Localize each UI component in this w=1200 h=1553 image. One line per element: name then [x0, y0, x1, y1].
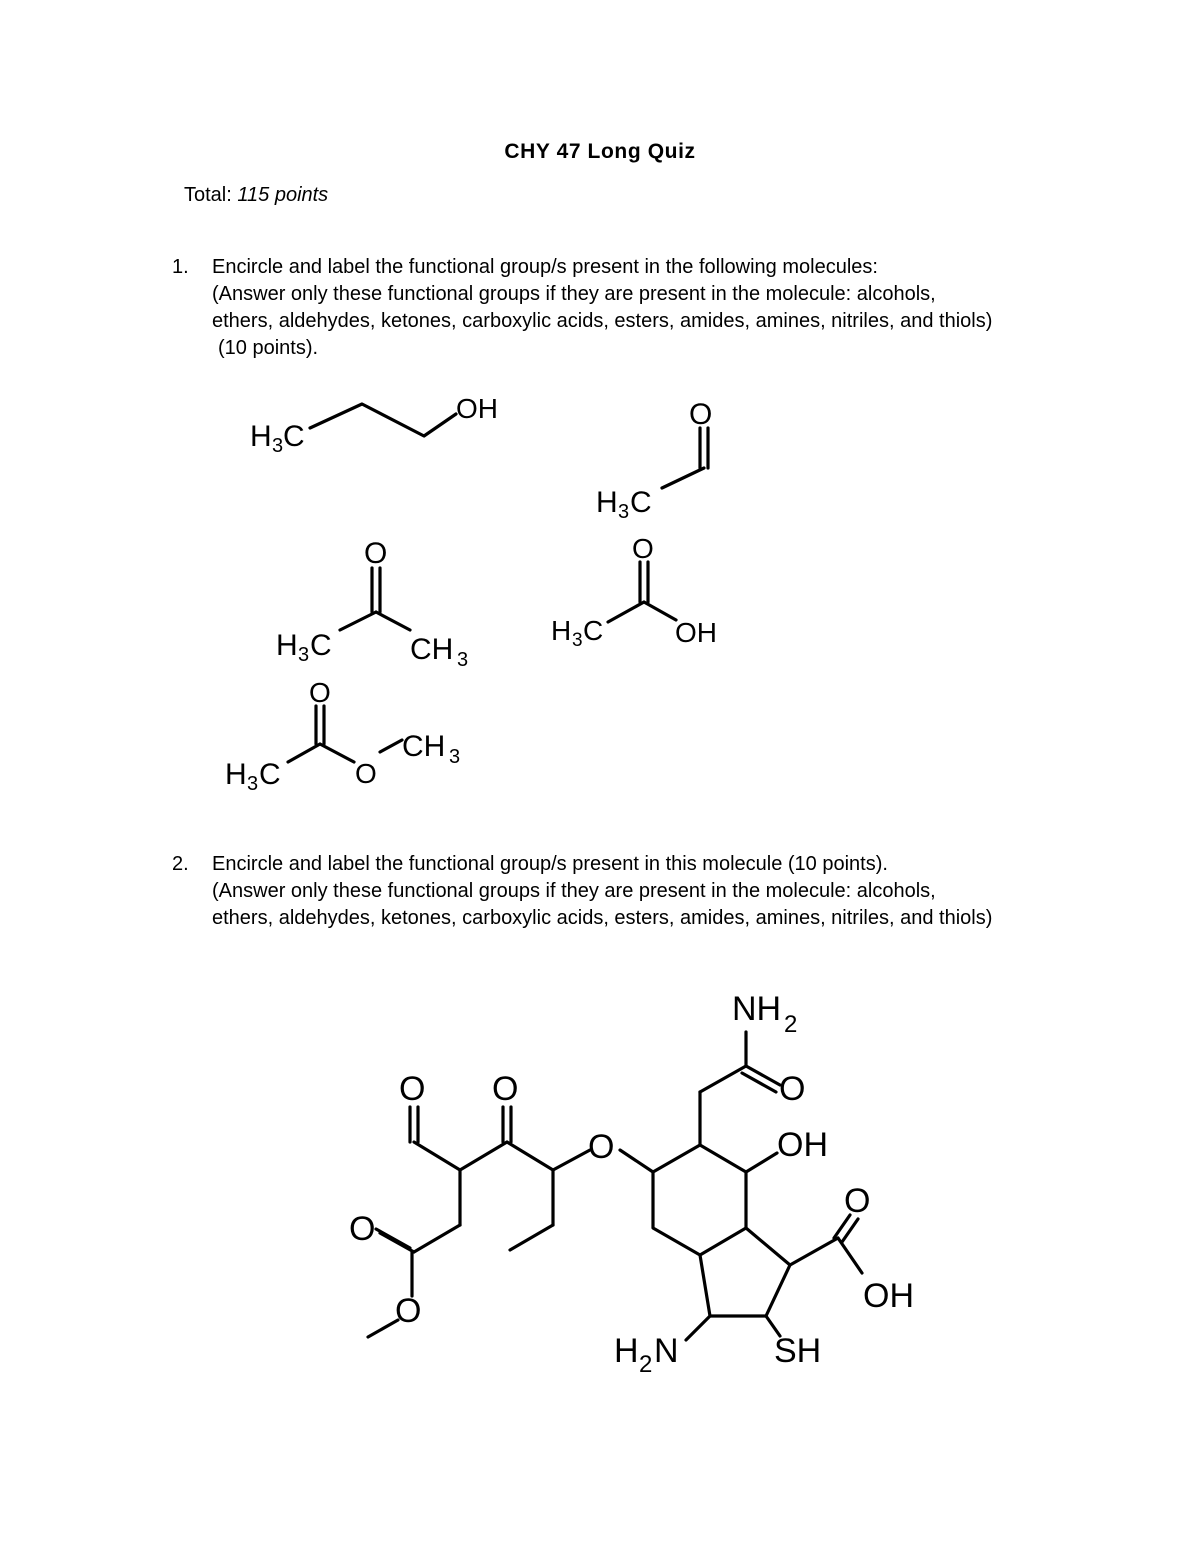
subscript-3: 3	[298, 644, 310, 666]
subscript-3: 3	[572, 630, 583, 651]
atom-label-o: O	[395, 1292, 422, 1330]
subscript-2: 2	[639, 1351, 653, 1378]
atom-label-o: O	[779, 1070, 806, 1108]
total-value: 115 points	[237, 184, 329, 206]
atom-label-h: H	[250, 420, 272, 453]
atom-label-c: C	[583, 615, 604, 646]
question-line: ethers, aldehydes, ketones, carboxylic acids, esters, amides, amines, nitriles, and thiols)	[212, 310, 993, 332]
atom-label-oh: OH	[777, 1126, 828, 1164]
atom-label-o: O	[355, 758, 377, 789]
atom-label-n: N	[654, 1332, 679, 1370]
atom-label-o: O	[349, 1210, 376, 1248]
atom-label-o: O	[844, 1182, 871, 1220]
question-number: 2.	[172, 853, 189, 875]
page-title: CHY 47 Long Quiz	[504, 140, 696, 163]
atom-label-c: C	[259, 758, 281, 791]
subscript-2: 2	[784, 1011, 798, 1038]
atom-label-oh: OH	[675, 617, 717, 648]
atom-label-o: O	[492, 1070, 519, 1108]
subscript-3: 3	[457, 649, 469, 671]
atom-label-h: H	[551, 615, 572, 646]
atom-label-sh: SH	[774, 1332, 822, 1370]
atom-label-ch: CH	[402, 730, 446, 763]
question-line: (Answer only these functional groups if they are present in the molecule: alcohols,	[212, 283, 936, 305]
atom-label-o: O	[588, 1128, 615, 1166]
atom-label-o: O	[689, 398, 713, 431]
atom-label-nh: NH	[732, 990, 782, 1028]
atom-label-o: O	[399, 1070, 426, 1108]
molecule-complex	[349, 990, 914, 1378]
atom-label-ch: CH	[410, 633, 454, 666]
question-line: (10 points).	[218, 337, 319, 359]
atom-label-h: H	[614, 1332, 639, 1370]
atom-label-h: H	[225, 758, 247, 791]
subscript-3: 3	[618, 501, 630, 523]
total-label: Total:	[184, 184, 232, 206]
atom-label-c: C	[310, 629, 332, 662]
atom-label-oh: OH	[863, 1277, 914, 1315]
atom-label-o: O	[632, 533, 654, 564]
question-line: (Answer only these functional groups if they are present in the molecule: alcohols,	[212, 880, 936, 902]
subscript-3: 3	[272, 435, 284, 457]
atom-label-c: C	[283, 420, 305, 453]
subscript-3: 3	[247, 773, 259, 795]
atom-label-o: O	[309, 677, 331, 708]
atom-label-oh: OH	[456, 393, 498, 424]
question-line: ethers, aldehydes, ketones, carboxylic acids, esters, amides, amines, nitriles, and thiols)	[212, 907, 993, 929]
atom-label-h: H	[596, 486, 618, 519]
atom-label-o: O	[364, 537, 388, 570]
question-number: 1.	[172, 256, 189, 278]
atom-label-h: H	[276, 629, 298, 662]
question-line: Encircle and label the functional group/s present in this molecule (10 points).	[212, 853, 888, 875]
question-line: Encircle and label the functional group/s present in the following molecules:	[212, 256, 878, 278]
subscript-3: 3	[449, 746, 461, 768]
atom-label-c: C	[630, 486, 652, 519]
